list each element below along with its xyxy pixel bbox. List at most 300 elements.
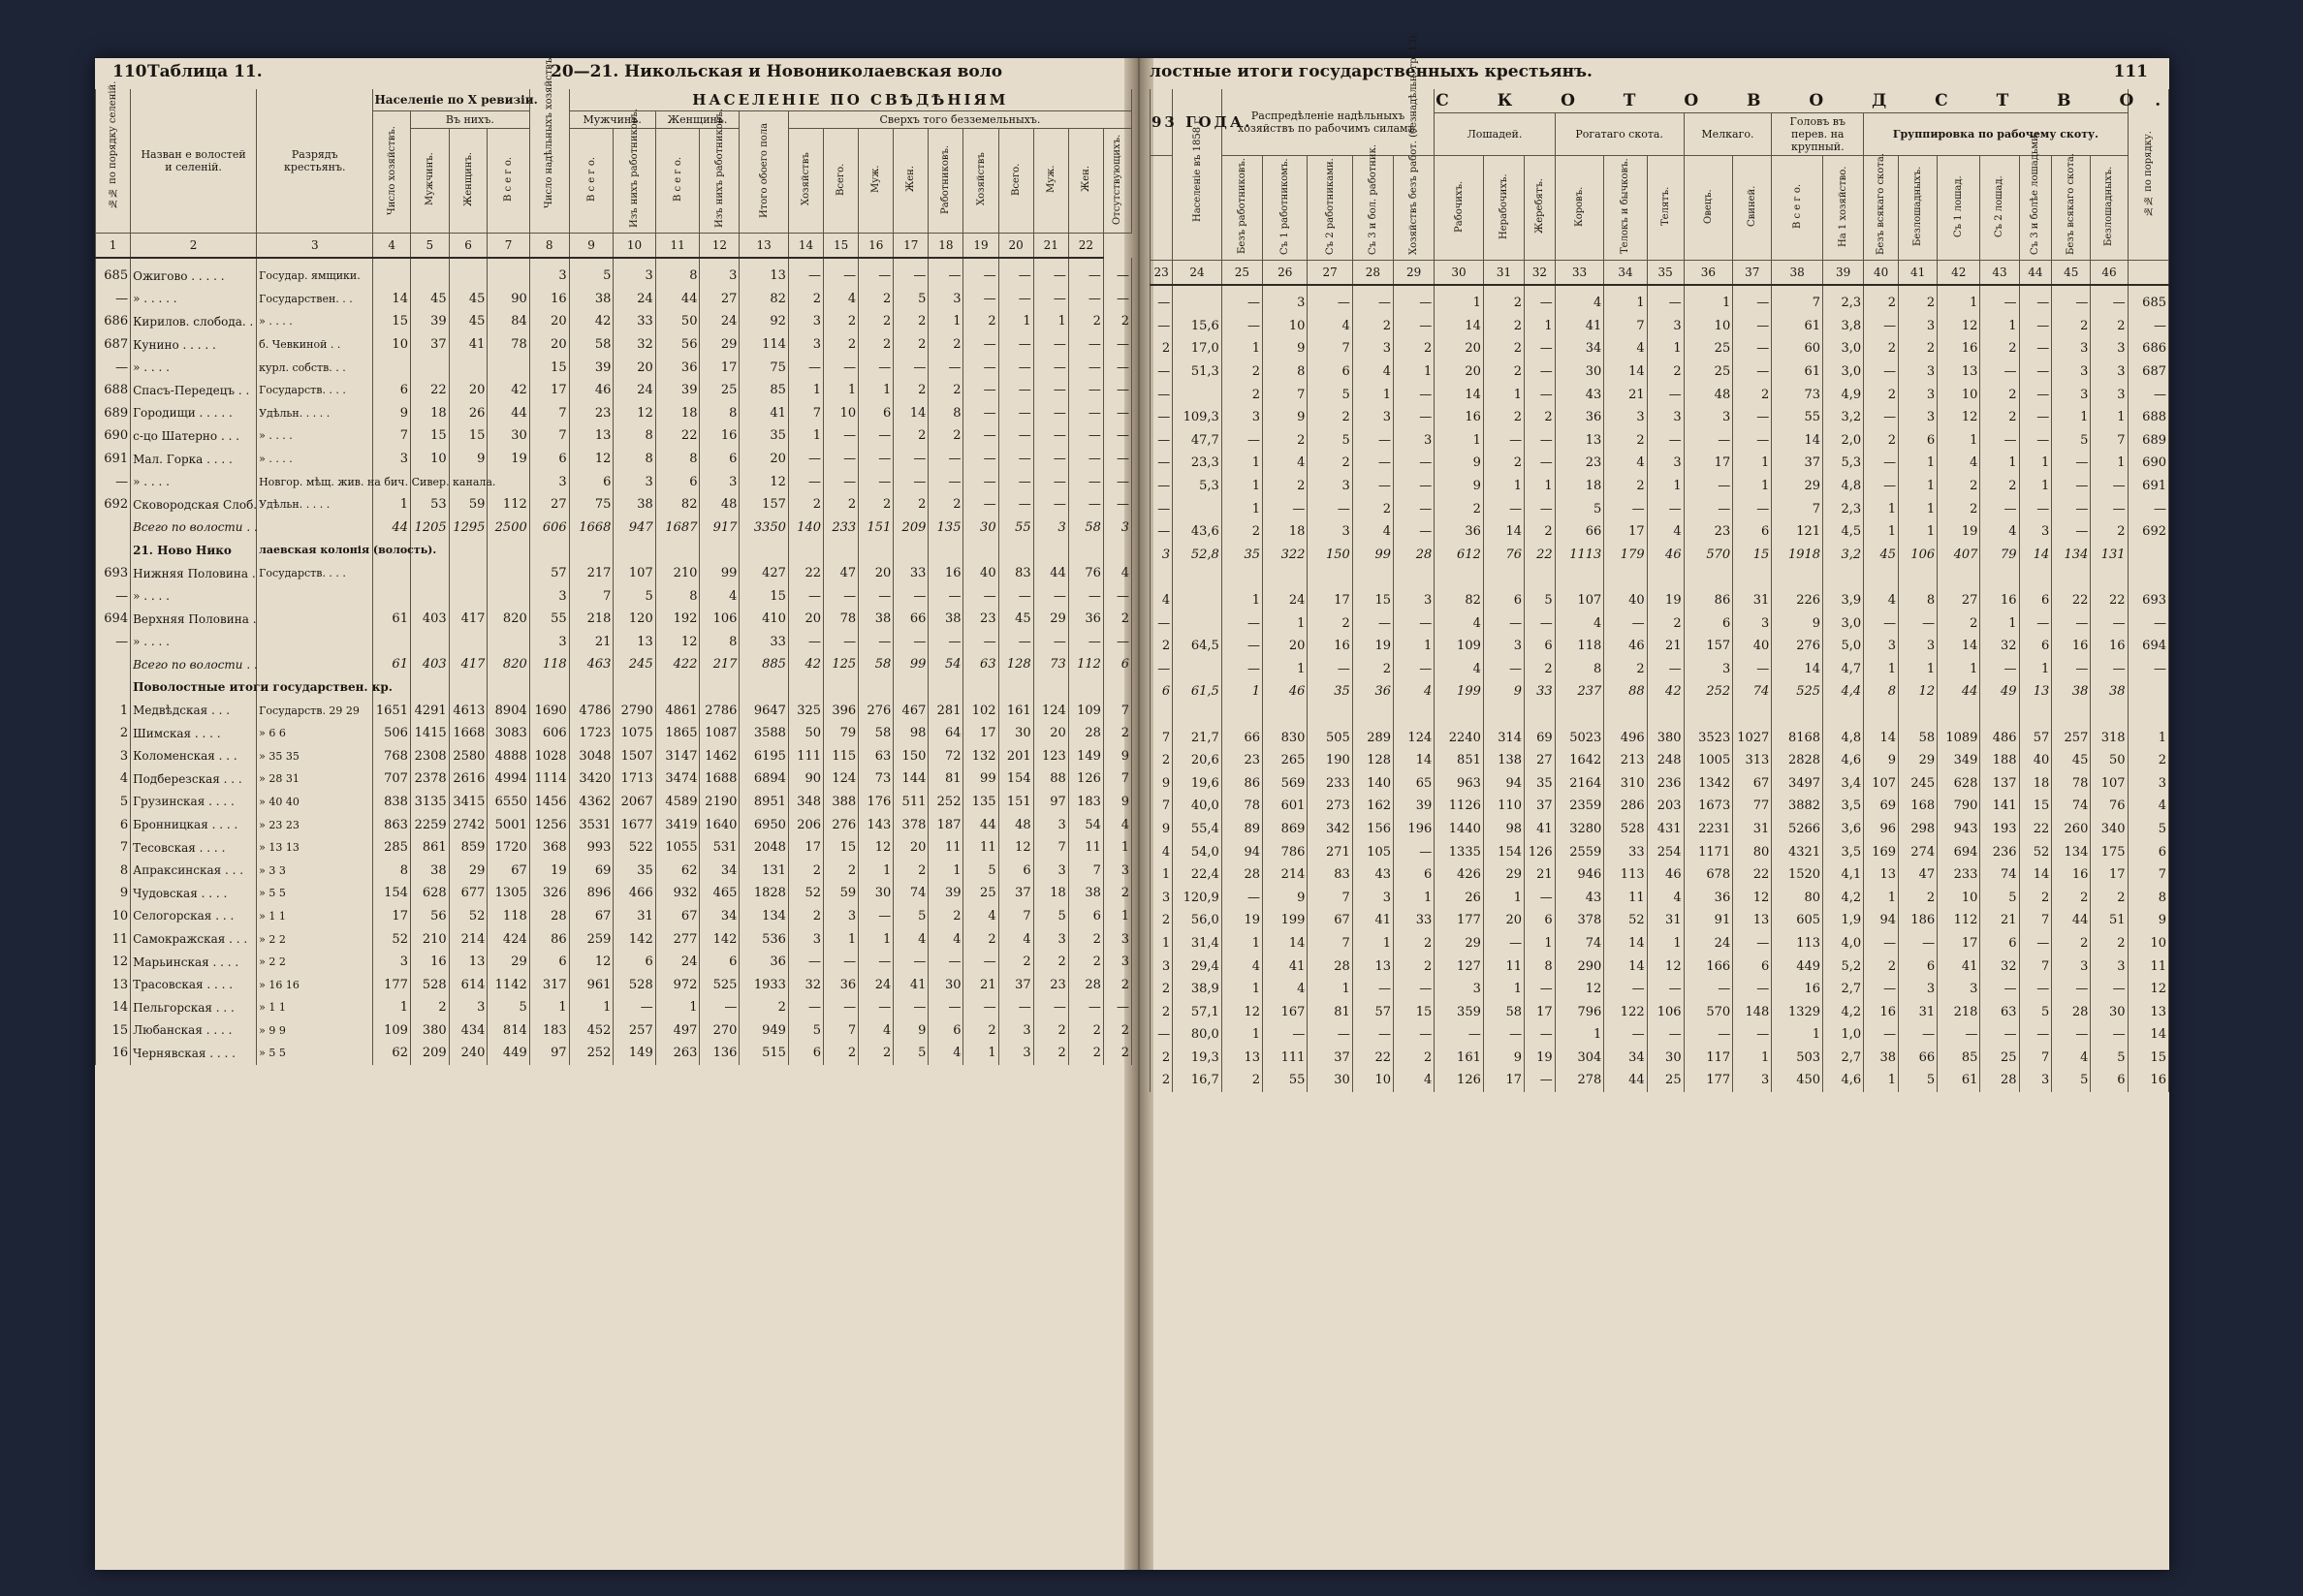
table-cell: 313 [1733,749,1772,772]
table-cell: — [1394,840,1435,863]
table-cell: 1256 [529,813,569,836]
table-cell: — [1899,611,1938,635]
table-cell: — [2052,285,2091,315]
table-cell: 1114 [529,767,569,791]
h-women-group: Женщинъ. [655,111,740,129]
table-cell: 6 [859,402,894,425]
table-cell: 46 [1647,544,1684,567]
table-cell: 27 [700,288,740,311]
table-cell [1604,704,1647,727]
table-cell: 1462 [700,744,740,767]
table-cell: 37 [998,882,1033,905]
table-cell [1221,566,1262,589]
table-cell: — [894,951,929,974]
h-cattle: Рогатаго скота. [1555,113,1684,156]
table-cell: » 35 35 [257,744,373,767]
table-cell: 11 [929,836,963,860]
table-cell: 151 [998,791,1033,814]
table-cell: 15 [2128,1047,2168,1070]
table-cell: 94 [1221,840,1262,863]
table-cell: 19,3 [1173,1047,1222,1070]
table-cell: 688 [96,379,131,402]
table-cell: 11 [963,836,998,860]
table-cell: 1 [1263,611,1308,635]
table-cell: 9 [449,448,488,471]
table-cell: 2 [859,288,894,311]
table-cell: 5001 [488,813,529,836]
table-cell: курл. собств. . . [257,356,373,379]
table-cell: 2500 [488,516,529,540]
table-cell [740,676,789,700]
table-row [1151,726,2169,749]
table-cell: 528 [410,973,449,996]
table-cell: 2580 [449,744,488,767]
table-cell [1068,539,1103,562]
h-absent-women: Жен. [1068,129,1103,234]
table-cell: Государствен. . . [257,288,373,311]
table-cell: 19 [488,448,529,471]
table-cell: 896 [569,882,614,905]
table-cell: — [894,470,929,493]
table-cell: 694 [1938,840,1980,863]
table-row [96,584,1132,608]
table-cell: 5 [1308,383,1352,406]
table-cell: 270 [700,1019,740,1043]
table-cell: 289 [1352,726,1393,749]
table-cell: — [96,288,131,311]
column-number: 44 [2019,261,2052,286]
table-cell: 14 [1864,726,1899,749]
table-cell: 35 [1221,544,1262,567]
table-cell: 4 [2128,795,2168,818]
table-cell: — [929,258,963,288]
table-cell: — [2091,611,2128,635]
table-cell: — [1394,611,1435,635]
table-cell: 72 [929,744,963,767]
table-cell: 96 [1864,818,1899,841]
table-cell [257,653,373,676]
table-cell [1173,285,1222,315]
table-cell: 4861 [655,699,700,722]
table-cell: 57 [529,562,569,585]
table-cell: — [1684,1023,1733,1047]
table-cell: 79 [1980,544,2019,567]
table-cell: — [929,951,963,974]
table-cell: 35 [614,859,655,882]
table-cell: 16,7 [1173,1069,1222,1092]
table-cell: 2 [824,310,859,333]
table-cell: 150 [1308,544,1352,567]
column-number: 35 [1647,261,1684,286]
table-row [96,859,1132,882]
table-cell: 1113 [1555,544,1604,567]
table-cell: 3,0 [1823,337,1864,360]
table-cell: 2 [788,859,823,882]
table-cell: 16 [1938,337,1980,360]
book-spread [95,32,2183,1570]
table-cell: 1 [655,996,700,1019]
table-cell: 1 [529,996,569,1019]
column-number: 3 [257,234,373,259]
table-cell: — [824,951,859,974]
h-hh-landless: Хозяйствъ безъ работ. (безнадѣльн. гр. 13). [1394,156,1435,261]
table-cell: 4 [1555,285,1604,315]
table-cell: 57 [1352,1000,1393,1023]
table-cell [1103,676,1131,700]
table-cell [929,676,963,700]
table-cell: 9 [1435,452,1484,475]
table-cell: 114 [740,333,789,357]
table-cell: 14 [894,402,929,425]
table-cell: — [2052,611,2091,635]
table-cell: 74 [1980,863,2019,887]
table-cell: 417 [449,653,488,676]
table-cell: 7 [1151,795,1173,818]
table-cell: 106 [1899,544,1938,567]
table-row [96,882,1132,905]
table-cell: 118 [488,905,529,928]
table-cell: 3 [788,927,823,951]
table-cell: 2 [894,310,929,333]
table-cell: 2 [1352,658,1393,681]
table-cell: — [1033,470,1068,493]
table-cell: 274 [1899,840,1938,863]
table-cell: — [1980,1023,2019,1047]
table-cell: 3 [1033,516,1068,540]
table-cell: 16 [529,288,569,311]
table-row [96,470,1132,493]
table-cell [488,356,529,379]
table-cell: 22 [410,379,449,402]
table-cell: 2 [1263,429,1308,453]
table-cell: 142 [614,927,655,951]
table-cell: Марьинская . . . . [131,951,257,974]
table-cell: 3,2 [1823,544,1864,567]
table-cell: » 5 5 [257,1042,373,1065]
table-cell: 2 [963,310,998,333]
table-cell: 14 [1435,383,1484,406]
table-cell: 12 [96,951,131,974]
table-cell: 3 [373,448,411,471]
table-cell: — [1308,658,1352,681]
table-cell: — [998,379,1033,402]
table-cell: 359 [1435,1000,1484,1023]
h-living-workers: Работниковъ. [929,129,963,234]
table-cell: 38 [859,608,894,631]
table-cell: 5 [2052,429,2091,453]
table-cell: 5 [2128,818,2168,841]
table-cell [1684,704,1733,727]
column-number: 14 [788,234,823,259]
table-cell [373,356,411,379]
table-cell: 30 [488,424,529,448]
table-cell: 6 [1525,635,1556,658]
table-cell: 7 [529,424,569,448]
table-cell: 8 [1525,954,1556,978]
table-cell: — [824,996,859,1019]
table-cell: 4,6 [1823,749,1864,772]
table-cell: 9 [1103,744,1131,767]
table-cell: 3 [1684,406,1733,429]
table-cell: 15 [2019,795,2052,818]
h-women-workers: Изъ нихъ работниковъ. [700,129,740,234]
table-cell: 106 [700,608,740,631]
table-cell: 5,3 [1173,475,1222,498]
table-cell [929,539,963,562]
table-cell: — [1151,406,1173,429]
table-cell: 84 [488,310,529,333]
table-cell: 54 [1068,813,1103,836]
table-row [1151,932,2169,955]
table-cell: — [963,584,998,608]
table-row [1151,749,2169,772]
table-cell: 88 [1033,767,1068,791]
column-number: 30 [1435,261,1484,286]
table-cell: 3531 [569,813,614,836]
table-cell: — [788,448,823,471]
table-cell: 252 [1684,680,1733,704]
table-cell: 3,4 [1823,771,1864,795]
table-cell: 214 [1263,863,1308,887]
table-cell: 2 [1394,954,1435,978]
table-cell: 73 [1033,653,1068,676]
table-cell: 27 [1938,589,1980,612]
h-men-total: В с е г о. [569,129,614,234]
table-cell: 3 [788,333,823,357]
column-number: 31 [1483,261,1524,286]
h-nonworking-horses: Нерабочихъ. [1483,156,1524,261]
table-cell: 67 [569,905,614,928]
table-cell: 2 [1221,520,1262,544]
table-cell: — [894,258,929,288]
table-cell: Селогорская . . . [131,905,257,928]
table-cell: 290 [1555,954,1604,978]
table-cell: 2 [1221,360,1262,384]
table-cell: 58 [1899,726,1938,749]
h-cont-col [1151,156,1173,261]
table-cell: — [1647,1023,1684,1047]
table-cell: 4 [96,767,131,791]
table-cell: — [96,356,131,379]
table-cell: 1 [2019,658,2052,681]
table-cell [1604,566,1647,589]
table-cell: — [998,470,1033,493]
table-cell: 947 [614,516,655,540]
table-cell: — [2128,658,2168,681]
table-cell: — [2019,978,2052,1001]
table-cell: 3 [700,470,740,493]
table-cell: — [1733,978,1772,1001]
table-cell: 6 [2091,1069,2128,1092]
table-cell: 691 [96,448,131,471]
table-cell [449,631,488,654]
table-cell: 206 [788,813,823,836]
table-cell: 7 [2019,954,2052,978]
table-cell: 7 [1103,699,1131,722]
table-cell: 1 [1647,932,1684,955]
table-cell: 56,0 [1173,909,1222,932]
table-cell: 1 [1221,452,1262,475]
table-cell: 97 [1033,791,1068,814]
table-cell: — [998,631,1033,654]
table-cell: 121 [1772,520,1823,544]
table-cell: 12 [1899,680,1938,704]
table-cell: 40 [1604,589,1647,612]
table-cell [373,631,411,654]
h-both-sexes: Итого обоего пола [740,111,789,234]
table-cell [373,562,411,585]
table-cell: 1 [1221,1023,1262,1047]
table-cell: 2 [824,493,859,516]
table-cell: 187 [929,813,963,836]
table-cell: — [1033,379,1068,402]
table-cell: 1 [929,859,963,882]
table-cell: 1 [1308,978,1352,1001]
table-cell: 3,5 [1823,840,1864,863]
table-cell: 175 [2091,840,2128,863]
table-cell: 7 [1308,886,1352,909]
table-cell: 46 [569,379,614,402]
table-cell: 38 [1864,1047,1899,1070]
table-cell: 69 [1864,795,1899,818]
table-cell: 4 [1604,452,1647,475]
table-cell: 426 [1435,863,1484,887]
table-cell: — [614,996,655,1019]
table-cell: 2 [894,424,929,448]
table-cell: 348 [788,791,823,814]
table-cell: 7 [1772,497,1823,520]
column-number: 25 [1221,261,1262,286]
table-cell: 14 [1483,520,1524,544]
table-cell: 403 [410,653,449,676]
table-cell [1221,704,1262,727]
table-cell: Всего по волости . . [131,653,257,676]
table-cell: — [1864,475,1899,498]
table-cell: Сковородская Слоб. [131,493,257,516]
table-cell: — [2019,315,2052,338]
table-cell: 28 [2052,1000,2091,1023]
table-cell: 162 [1352,795,1393,818]
table-cell: 20 [1263,635,1308,658]
table-cell: 16 [2052,863,2091,887]
table-cell [1733,566,1772,589]
table-cell: — [1733,337,1772,360]
column-number: 9 [569,234,614,259]
h-3horse: Съ 3 и болѣе лошадьми. [2019,156,2052,261]
table-cell: — [824,631,859,654]
h-absent-men: Муж. [1033,129,1068,234]
table-cell: 536 [740,927,789,951]
table-cell [96,653,131,676]
table-cell: 140 [1352,771,1393,795]
table-cell: 17 [2091,863,2128,887]
table-cell: 7 [373,424,411,448]
table-cell: 4589 [655,791,700,814]
table-cell: — [1864,932,1899,955]
table-row [96,288,1132,311]
table-cell: 1005 [1684,749,1733,772]
table-cell: 378 [894,813,929,836]
table-cell: 3 [2019,520,2052,544]
table-cell: — [963,493,998,516]
table-cell: 16 [410,951,449,974]
h-category: Разрядъ крестьянъ. [257,89,373,234]
table-cell: 838 [373,791,411,814]
table-cell: 4786 [569,699,614,722]
table-cell: 9 [1263,337,1308,360]
table-cell: — [998,333,1033,357]
table-cell: 271 [1308,840,1352,863]
table-cell: 1 [1899,497,1938,520]
table-cell: 40 [2019,749,2052,772]
table-cell: 32 [614,333,655,357]
table-cell: 1668 [449,722,488,745]
table-cell: 4 [1221,954,1262,978]
table-cell: 1 [1352,932,1393,955]
table-cell: 1 [1263,658,1308,681]
table-cell: 2 [1604,429,1647,453]
table-cell: » 28 31 [257,767,373,791]
table-cell [894,539,929,562]
table-cell: 3 [998,1042,1033,1065]
table-cell: 107 [1864,771,1899,795]
table-cell: 50 [2091,749,2128,772]
table-cell: — [1068,631,1103,654]
table-cell [963,539,998,562]
table-cell: 13 [2019,680,2052,704]
table-cell: » . . . . [131,584,257,608]
h-three-workers: Съ 3 и бол. работник. [1352,156,1393,261]
table-cell: 4 [1151,589,1173,612]
table-cell: 2,3 [1823,497,1864,520]
h-women-total: В с е г о. [655,129,700,234]
table-cell [1899,704,1938,727]
table-cell: — [824,448,859,471]
table-cell: — [1103,631,1131,654]
table-cell: 29 [700,333,740,357]
table-cell: 90 [788,767,823,791]
table-cell: 16 [700,424,740,448]
table-cell: 199 [1435,680,1484,704]
column-number: 10 [614,234,655,259]
table-cell [1435,704,1484,727]
table-cell: 4 [998,927,1033,951]
table-cell: 859 [449,836,488,860]
table-cell: 6 [655,470,700,493]
table-cell: Чудовская . . . . [131,882,257,905]
table-cell: 34 [700,859,740,882]
table-cell: 3882 [1772,795,1823,818]
table-cell: — [1151,611,1173,635]
table-cell: 28 [1394,544,1435,567]
table-cell: 154 [1483,840,1524,863]
table-cell: 4 [700,584,740,608]
table-cell: 30 [963,516,998,540]
table-cell: 2 [1938,475,1980,498]
column-number: 29 [1394,261,1435,286]
table-cell: 1 [373,996,411,1019]
column-number: 1 [96,234,131,259]
table-cell: — [1864,978,1899,1001]
table-cell: 4,2 [1823,886,1864,909]
table-cell: 570 [1684,544,1733,567]
table-cell: 15 [1394,1000,1435,1023]
table-cell: 217 [700,653,740,676]
table-cell: 1 [569,996,614,1019]
table-row [96,927,1132,951]
table-cell [998,676,1033,700]
table-cell: 19 [1938,520,1980,544]
